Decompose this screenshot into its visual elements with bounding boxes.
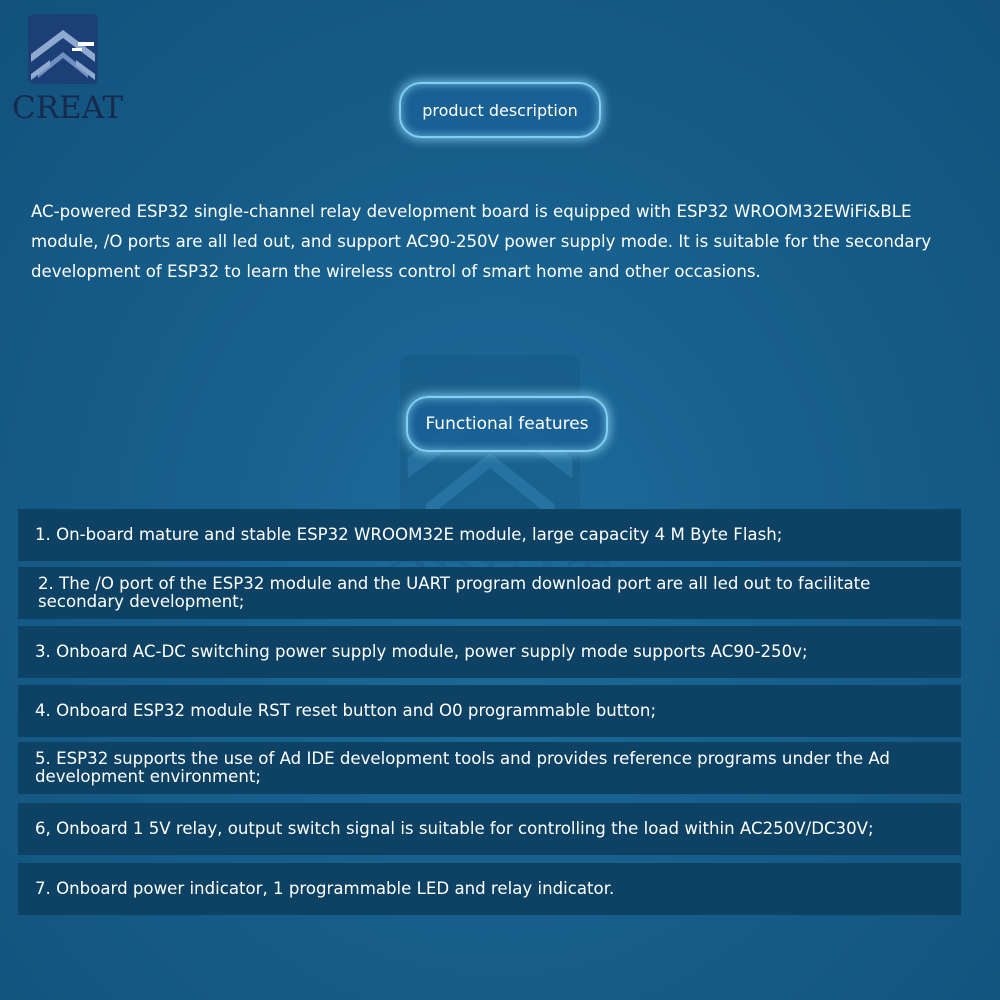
feature-text: 4. Onboard ESP32 module RST reset button and O0 programmable button; xyxy=(35,701,657,720)
feature-text: 7. Onboard power indicator, 1 programmable LED and relay indicator. xyxy=(35,879,615,898)
feature-text: 3. Onboard AC-DC switching power supply module, power supply mode supports AC90-250v; xyxy=(35,642,808,661)
feature-text: 1. On-board mature and stable ESP32 WROOM32E module, large capacity 4 M Byte Flash; xyxy=(35,525,783,544)
feature-text: 2. The /O port of the ESP32 module and the UART program download port are all led out to facilitate secondary development; xyxy=(38,574,871,611)
product-description-heading: product description xyxy=(399,82,601,138)
logo-text: CREAT xyxy=(12,90,124,126)
feature-item xyxy=(18,685,961,737)
feature-item xyxy=(18,509,961,561)
feature-item xyxy=(18,626,961,678)
feature-text: 6, Onboard 1 5V relay, output switch signal is suitable for controlling the load within AC250V/DC30V; xyxy=(35,819,874,838)
feature-item xyxy=(18,742,961,794)
logo-mark-icon xyxy=(28,14,98,84)
brand-logo xyxy=(12,14,122,126)
feature-item xyxy=(18,567,961,619)
product-description-text: AC-powered ESP32 single-channel relay development board is equipped with ESP32 WROOM32EWiFi&BLE module, /O ports are all led out, and support AC90-250V power supply mode. It is suitable for the secondary development of ESP32 to learn the wireless control of smart home and other occasions. xyxy=(31,202,932,281)
feature-text: 5. ESP32 supports the use of Ad IDE development tools and provides reference programs under the Ad development environment; xyxy=(35,749,890,786)
functional-features-heading: Functional features xyxy=(406,396,608,452)
feature-item xyxy=(18,803,961,855)
feature-item xyxy=(18,863,961,915)
